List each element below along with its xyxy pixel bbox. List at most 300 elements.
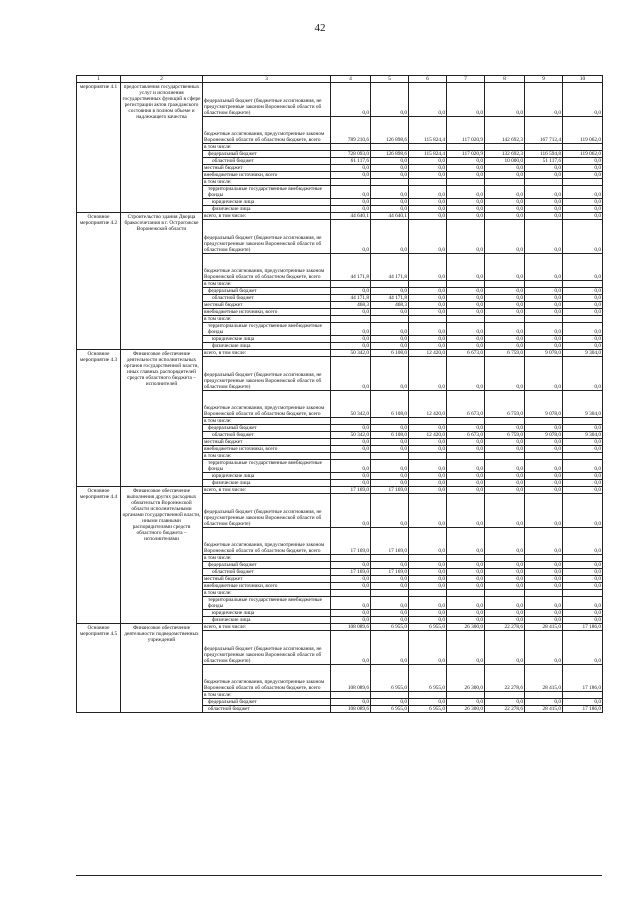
funding-source-label: территориальные государственные внебюджетные фонды	[203, 460, 331, 473]
funding-source-label: местный бюджет	[203, 302, 331, 309]
page-number: 42	[314, 22, 326, 34]
amount-cell-col6: 0,0	[409, 528, 447, 555]
amount-cell-col4: 44 640,1	[331, 213, 371, 220]
funding-source-label: территориальные государственные внебюджетные фонды	[203, 597, 331, 610]
amount-cell-col8	[485, 316, 525, 323]
amount-cell-col6: 6 955,0	[409, 706, 447, 713]
amount-cell-col10: 0,0	[563, 254, 603, 281]
budget-table	[76, 75, 603, 713]
funding-source-label: внебюджетные источники, всего	[203, 583, 331, 590]
column-number-1: 1	[77, 76, 121, 83]
amount-cell-col4: 50 342,0	[331, 391, 371, 418]
funding-source-label: территориальные государственные внебюджетные фонды	[203, 323, 331, 336]
amount-cell-col9	[525, 418, 563, 425]
amount-cell-col7: 0,0	[447, 343, 485, 350]
amount-cell-col9: 0,0	[525, 254, 563, 281]
amount-cell-col5: 468,3	[371, 302, 409, 309]
amount-cell-col4: 0,0	[331, 186, 371, 199]
funding-source-label: юридические лица	[203, 473, 331, 480]
amount-cell-col6: 12 420,0	[409, 432, 447, 439]
amount-cell-col10: 0,0	[563, 569, 603, 576]
amount-cell-col8: 142 692,3	[485, 117, 525, 144]
amount-cell-col5: 0,0	[371, 323, 409, 336]
amount-cell-col6	[409, 316, 447, 323]
amount-cell-col10: 0,0	[563, 206, 603, 213]
funding-source-label: бюджетные ассигнования, предусмотренные законом Воронежской области об областном бюджете, всего	[203, 391, 331, 418]
amount-cell-col4: 0,0	[331, 309, 371, 316]
amount-cell-col8: 0,0	[485, 473, 525, 480]
amount-cell-col6: 0,0	[409, 487, 447, 494]
column-number-7: 7	[447, 76, 485, 83]
amount-cell-col4: 0,0	[331, 446, 371, 453]
measure-code: Основное мероприятие 4.2	[77, 213, 121, 350]
amount-cell-col8: 0,0	[485, 617, 525, 624]
amount-cell-col4: 0,0	[331, 343, 371, 350]
amount-cell-col9: 9 078,0	[525, 350, 563, 357]
amount-cell-col9: 0,0	[525, 473, 563, 480]
amount-cell-col5: 0,0	[371, 336, 409, 343]
amount-cell-col8: 22 278,6	[485, 624, 525, 631]
amount-cell-col4: 17 169,0	[331, 569, 371, 576]
amount-cell-col8: 22 278,6	[485, 665, 525, 692]
column-number-8: 8	[485, 76, 525, 83]
amount-cell-col10: 0,0	[563, 336, 603, 343]
amount-cell-col7	[447, 555, 485, 562]
amount-cell-col5: 17 169,0	[371, 487, 409, 494]
amount-cell-col7: 26 300,0	[447, 624, 485, 631]
amount-cell-col7: 0,0	[447, 357, 485, 391]
funding-source-label: местный бюджет	[203, 439, 331, 446]
amount-cell-col6: 115 824,4	[409, 117, 447, 144]
amount-cell-col4: 0,0	[331, 425, 371, 432]
amount-cell-col10: 0,0	[563, 631, 603, 665]
amount-cell-col5: 0,0	[371, 699, 409, 706]
amount-cell-col9: 0,0	[525, 562, 563, 569]
amount-cell-col6	[409, 453, 447, 460]
amount-cell-col6: 0,0	[409, 295, 447, 302]
amount-cell-col10: 0,0	[563, 357, 603, 391]
amount-cell-col10: 9 304,0	[563, 350, 603, 357]
funding-source-label: в том числе:	[203, 179, 331, 186]
amount-cell-col10: 0,0	[563, 323, 603, 336]
amount-cell-col10: 0,0	[563, 439, 603, 446]
amount-cell-col5: 6 108,0	[371, 391, 409, 418]
amount-cell-col4: 61 117,6	[331, 158, 371, 165]
amount-cell-col10	[563, 281, 603, 288]
funding-source-label: федеральный бюджет (бюджетные ассигнования, не предусмотренные законом Воронежской области об областном бюджете)	[203, 83, 331, 117]
amount-cell-col6: 0,0	[409, 220, 447, 254]
amount-cell-col7: 0,0	[447, 323, 485, 336]
amount-cell-col5: 0,0	[371, 617, 409, 624]
amount-cell-col8: 0,0	[485, 597, 525, 610]
amount-cell-col7: 0,0	[447, 295, 485, 302]
amount-cell-col8	[485, 453, 525, 460]
funding-source-label: всего, в том числе:	[203, 350, 331, 357]
funding-source-label: федеральный бюджет	[203, 151, 331, 158]
measure-description: Финансовое обеспечение выполнения других расходных обязательств Воронежской области исполнительными органами государственной власти, иными главными распорядителями средств областного бюджета – исполнителями	[121, 487, 203, 624]
amount-cell-col4	[331, 144, 371, 151]
amount-cell-col7: 117 020,9	[447, 151, 485, 158]
measure-description: предоставления государственных услуг и исполнения государственных функций в сфере регистрации актов гражданского состояния в полном объеме и надлежащего качества	[121, 83, 203, 213]
funding-source-label: физические лица	[203, 480, 331, 487]
funding-source-label: внебюджетные источники, всего	[203, 172, 331, 179]
funding-source-label: в том числе:	[203, 692, 331, 699]
amount-cell-col7	[447, 692, 485, 699]
funding-source-label: федеральный бюджет	[203, 699, 331, 706]
amount-cell-col10: 0,0	[563, 309, 603, 316]
amount-cell-col5: 0,0	[371, 206, 409, 213]
amount-cell-col6: 0,0	[409, 439, 447, 446]
amount-cell-col9	[525, 692, 563, 699]
amount-cell-col7	[447, 179, 485, 186]
amount-cell-col5: 126 898,6	[371, 151, 409, 158]
amount-cell-col7: 0,0	[447, 562, 485, 569]
amount-cell-col8: 22 278,6	[485, 706, 525, 713]
table-body	[77, 76, 603, 713]
amount-cell-col6: 0,0	[409, 172, 447, 179]
amount-cell-col10: 0,0	[563, 186, 603, 199]
amount-cell-col8: 0,0	[485, 165, 525, 172]
amount-cell-col10: 0,0	[563, 288, 603, 295]
amount-cell-col4: 0,0	[331, 480, 371, 487]
amount-cell-col4: 17 169,0	[331, 528, 371, 555]
amount-cell-col9: 0,0	[525, 83, 563, 117]
amount-cell-col4	[331, 555, 371, 562]
amount-cell-col5	[371, 281, 409, 288]
amount-cell-col5: 0,0	[371, 631, 409, 665]
amount-cell-col4: 0,0	[331, 597, 371, 610]
amount-cell-col5: 44 171,8	[371, 254, 409, 281]
measure-code: Основное мероприятие 4.4	[77, 487, 121, 624]
amount-cell-col8	[485, 281, 525, 288]
funding-source-label: в том числе:	[203, 144, 331, 151]
amount-cell-col5: 0,0	[371, 158, 409, 165]
amount-cell-col10: 17 186,0	[563, 624, 603, 631]
amount-cell-col8: 0,0	[485, 528, 525, 555]
amount-cell-col9: 0,0	[525, 206, 563, 213]
amount-cell-col6: 0,0	[409, 583, 447, 590]
amount-cell-col8: 6 759,0	[485, 391, 525, 418]
amount-cell-col9: 0,0	[525, 425, 563, 432]
amount-cell-col7: 0,0	[447, 446, 485, 453]
amount-cell-col10: 0,0	[563, 446, 603, 453]
amount-cell-col4: 0,0	[331, 172, 371, 179]
amount-cell-col10: 0,0	[563, 480, 603, 487]
amount-cell-col6: 0,0	[409, 288, 447, 295]
amount-cell-col8: 0,0	[485, 336, 525, 343]
amount-cell-col4	[331, 453, 371, 460]
amount-cell-col9: 0,0	[525, 699, 563, 706]
amount-cell-col6: 6 955,0	[409, 624, 447, 631]
amount-cell-col10: 0,0	[563, 295, 603, 302]
amount-cell-col4: 50 342,0	[331, 350, 371, 357]
amount-cell-col6: 12 420,0	[409, 391, 447, 418]
amount-cell-col7: 0,0	[447, 165, 485, 172]
amount-cell-col9: 116 594,8	[525, 151, 563, 158]
amount-cell-col8: 0,0	[485, 446, 525, 453]
amount-cell-col8: 0,0	[485, 199, 525, 206]
amount-cell-col10	[563, 692, 603, 699]
amount-cell-col7: 0,0	[447, 610, 485, 617]
amount-cell-col5: 0,0	[371, 446, 409, 453]
amount-cell-col9: 28 415,0	[525, 706, 563, 713]
funding-source-label: физические лица	[203, 617, 331, 624]
amount-cell-col9: 0,0	[525, 617, 563, 624]
amount-cell-col5: 17 169,0	[371, 569, 409, 576]
amount-cell-col5: 6 108,0	[371, 432, 409, 439]
amount-cell-col5: 0,0	[371, 186, 409, 199]
amount-cell-col8: 6 759,0	[485, 432, 525, 439]
amount-cell-col5: 0,0	[371, 576, 409, 583]
amount-cell-col7: 0,0	[447, 494, 485, 528]
amount-cell-col6	[409, 144, 447, 151]
amount-cell-col9: 0,0	[525, 199, 563, 206]
amount-cell-col4	[331, 316, 371, 323]
amount-cell-col7: 0,0	[447, 597, 485, 610]
amount-cell-col4: 50 342,0	[331, 432, 371, 439]
amount-cell-col7: 6 673,0	[447, 391, 485, 418]
amount-cell-col10: 0,0	[563, 158, 603, 165]
amount-cell-col5	[371, 316, 409, 323]
amount-cell-col9: 167 712,4	[525, 117, 563, 144]
amount-cell-col4: 0,0	[331, 631, 371, 665]
measure-code: мероприятие 4.1	[77, 83, 121, 213]
amount-cell-col8: 0,0	[485, 172, 525, 179]
funding-source-label: федеральный бюджет (бюджетные ассигнования, не предусмотренные законом Воронежской области об областном бюджете)	[203, 357, 331, 391]
measure-description: Строительство здания Дворца бракосочетания в г. Острогожске Воронежской области	[121, 213, 203, 350]
amount-cell-col5: 0,0	[371, 439, 409, 446]
amount-cell-col10: 0,0	[563, 473, 603, 480]
amount-cell-col9: 0,0	[525, 357, 563, 391]
amount-cell-col4: 0,0	[331, 473, 371, 480]
amount-cell-col9	[525, 144, 563, 151]
funding-source-label: в том числе:	[203, 316, 331, 323]
amount-cell-col5: 0,0	[371, 480, 409, 487]
funding-source-label: в том числе:	[203, 418, 331, 425]
amount-cell-col5	[371, 692, 409, 699]
amount-cell-col7: 0,0	[447, 617, 485, 624]
measure-description: Финансовое обеспечение деятельности подведомственных учреждений	[121, 624, 203, 713]
amount-cell-col7: 0,0	[447, 487, 485, 494]
amount-cell-col7	[447, 281, 485, 288]
amount-cell-col4: 0,0	[331, 617, 371, 624]
amount-cell-col9: 0,0	[525, 439, 563, 446]
amount-cell-col8: 0,0	[485, 288, 525, 295]
amount-cell-col10: 0,0	[563, 487, 603, 494]
funding-source-label: областной бюджет	[203, 569, 331, 576]
amount-cell-col6: 0,0	[409, 473, 447, 480]
column-number-9: 9	[525, 76, 563, 83]
amount-cell-col10: 0,0	[563, 562, 603, 569]
amount-cell-col4: 0,0	[331, 336, 371, 343]
amount-cell-col10	[563, 453, 603, 460]
amount-cell-col8	[485, 418, 525, 425]
amount-cell-col5: 0,0	[371, 597, 409, 610]
amount-cell-col4: 0,0	[331, 288, 371, 295]
amount-cell-col10	[563, 144, 603, 151]
amount-cell-col10: 0,0	[563, 597, 603, 610]
funding-source-label: всего, в том числе:	[203, 487, 331, 494]
amount-cell-col5: 0,0	[371, 83, 409, 117]
amount-cell-col4: 0,0	[331, 323, 371, 336]
amount-cell-col6: 12 420,0	[409, 350, 447, 357]
amount-cell-col10: 0,0	[563, 460, 603, 473]
amount-cell-col9: 0,0	[525, 494, 563, 528]
amount-cell-col5: 44 171,8	[371, 295, 409, 302]
amount-cell-col5: 0,0	[371, 460, 409, 473]
amount-cell-col7: 0,0	[447, 473, 485, 480]
funding-source-label: юридические лица	[203, 336, 331, 343]
amount-cell-col5: 0,0	[371, 343, 409, 350]
amount-cell-col6: 0,0	[409, 569, 447, 576]
amount-cell-col5: 0,0	[371, 165, 409, 172]
amount-cell-col6: 0,0	[409, 617, 447, 624]
amount-cell-col6	[409, 692, 447, 699]
amount-cell-col7: 0,0	[447, 186, 485, 199]
column-number-10: 10	[563, 76, 603, 83]
funding-source-label: в том числе:	[203, 555, 331, 562]
amount-cell-col9	[525, 453, 563, 460]
amount-cell-col5	[371, 179, 409, 186]
amount-cell-col5: 17 169,0	[371, 528, 409, 555]
amount-cell-col7: 0,0	[447, 83, 485, 117]
amount-cell-col6: 0,0	[409, 597, 447, 610]
amount-cell-col4: 0,0	[331, 699, 371, 706]
amount-cell-col7: 0,0	[447, 158, 485, 165]
amount-cell-col10: 0,0	[563, 343, 603, 350]
amount-cell-col7: 0,0	[447, 302, 485, 309]
amount-cell-col8: 0,0	[485, 254, 525, 281]
funding-source-label: юридические лица	[203, 610, 331, 617]
amount-cell-col8: 0,0	[485, 425, 525, 432]
amount-cell-col8: 0,0	[485, 357, 525, 391]
amount-cell-col9	[525, 281, 563, 288]
amount-cell-col5: 0,0	[371, 357, 409, 391]
amount-cell-col10: 119 062,0	[563, 151, 603, 158]
amount-cell-col4	[331, 179, 371, 186]
column-number-2: 2	[121, 76, 203, 83]
amount-cell-col6	[409, 418, 447, 425]
amount-cell-col4: 789 210,6	[331, 117, 371, 144]
funding-source-label: федеральный бюджет	[203, 562, 331, 569]
measure-code: Основное мероприятие 4.5	[77, 624, 121, 713]
amount-cell-col6: 0,0	[409, 460, 447, 473]
amount-cell-col5	[371, 590, 409, 597]
amount-cell-col10	[563, 555, 603, 562]
funding-source-label: в том числе:	[203, 453, 331, 460]
measure-code: Основное мероприятие 4.3	[77, 350, 121, 487]
amount-cell-col4: 0,0	[331, 576, 371, 583]
funding-source-label: федеральный бюджет (бюджетные ассигнования, не предусмотренные законом Воронежской области об областном бюджете)	[203, 220, 331, 254]
amount-cell-col6: 0,0	[409, 83, 447, 117]
amount-cell-col8: 132 692,3	[485, 151, 525, 158]
amount-cell-col4: 0,0	[331, 199, 371, 206]
amount-cell-col8: 0,0	[485, 309, 525, 316]
funding-source-label: федеральный бюджет (бюджетные ассигнования, не предусмотренные законом Воронежской области об областном бюджете)	[203, 631, 331, 665]
column-number-5: 5	[371, 76, 409, 83]
amount-cell-col4: 17 169,0	[331, 487, 371, 494]
amount-cell-col9: 0,0	[525, 528, 563, 555]
amount-cell-col5: 0,0	[371, 309, 409, 316]
funding-source-label: бюджетные ассигнования, предусмотренные законом Воронежской области об областном бюджете, всего	[203, 665, 331, 692]
amount-cell-col7: 0,0	[447, 425, 485, 432]
amount-cell-col7	[447, 316, 485, 323]
amount-cell-col7: 0,0	[447, 206, 485, 213]
amount-cell-col10: 17 186,0	[563, 706, 603, 713]
amount-cell-col7: 0,0	[447, 309, 485, 316]
amount-cell-col4: 108 089,6	[331, 624, 371, 631]
amount-cell-col8: 0,0	[485, 295, 525, 302]
amount-cell-col10: 0,0	[563, 576, 603, 583]
amount-cell-col6: 0,0	[409, 199, 447, 206]
amount-cell-col9	[525, 316, 563, 323]
amount-cell-col10: 9 304,0	[563, 391, 603, 418]
amount-cell-col5: 0,0	[371, 425, 409, 432]
amount-cell-col6: 0,0	[409, 186, 447, 199]
amount-cell-col4	[331, 281, 371, 288]
amount-cell-col7: 0,0	[447, 460, 485, 473]
funding-source-label: областной бюджет	[203, 432, 331, 439]
amount-cell-col9: 28 415,0	[525, 665, 563, 692]
table-row	[77, 83, 603, 117]
amount-cell-col8: 0,0	[485, 302, 525, 309]
amount-cell-col5: 0,0	[371, 610, 409, 617]
amount-cell-col10	[563, 316, 603, 323]
amount-cell-col9: 0,0	[525, 288, 563, 295]
amount-cell-col8: 0,0	[485, 562, 525, 569]
funding-source-label: всего, в том числе:	[203, 624, 331, 631]
amount-cell-col7: 26 300,0	[447, 706, 485, 713]
amount-cell-col9: 0,0	[525, 487, 563, 494]
amount-cell-col10: 0,0	[563, 583, 603, 590]
bottom-rule	[76, 875, 602, 876]
amount-cell-col9: 0,0	[525, 213, 563, 220]
amount-cell-col7: 0,0	[447, 699, 485, 706]
amount-cell-col9: 0,0	[525, 583, 563, 590]
amount-cell-col6	[409, 590, 447, 597]
amount-cell-col4: 44 171,8	[331, 295, 371, 302]
amount-cell-col6: 0,0	[409, 165, 447, 172]
amount-cell-col5: 0,0	[371, 583, 409, 590]
funding-source-label: областной бюджет	[203, 158, 331, 165]
funding-source-label: физические лица	[203, 206, 331, 213]
amount-cell-col9: 0,0	[525, 631, 563, 665]
amount-cell-col7: 6 673,0	[447, 432, 485, 439]
amount-cell-col8: 6 759,0	[485, 350, 525, 357]
amount-cell-col4: 0,0	[331, 220, 371, 254]
amount-cell-col4: 0,0	[331, 494, 371, 528]
amount-cell-col10: 0,0	[563, 699, 603, 706]
amount-cell-col5	[371, 144, 409, 151]
amount-cell-col9: 0,0	[525, 165, 563, 172]
amount-cell-col4: 108 089,6	[331, 706, 371, 713]
amount-cell-col8: 0,0	[485, 220, 525, 254]
amount-cell-col6: 0,0	[409, 425, 447, 432]
amount-cell-col4: 0,0	[331, 165, 371, 172]
amount-cell-col6: 0,0	[409, 206, 447, 213]
amount-cell-col9: 0,0	[525, 576, 563, 583]
amount-cell-col6: 0,0	[409, 699, 447, 706]
amount-cell-col6: 0,0	[409, 336, 447, 343]
amount-cell-col7: 0,0	[447, 480, 485, 487]
amount-cell-col7: 0,0	[447, 528, 485, 555]
amount-cell-col10: 119 062,0	[563, 117, 603, 144]
amount-cell-col6: 0,0	[409, 213, 447, 220]
amount-cell-col8: 0,0	[485, 439, 525, 446]
funding-source-label: бюджетные ассигнования, предусмотренные законом Воронежской области об областном бюджете, всего	[203, 528, 331, 555]
amount-cell-col10: 0,0	[563, 172, 603, 179]
amount-cell-col10: 0,0	[563, 528, 603, 555]
